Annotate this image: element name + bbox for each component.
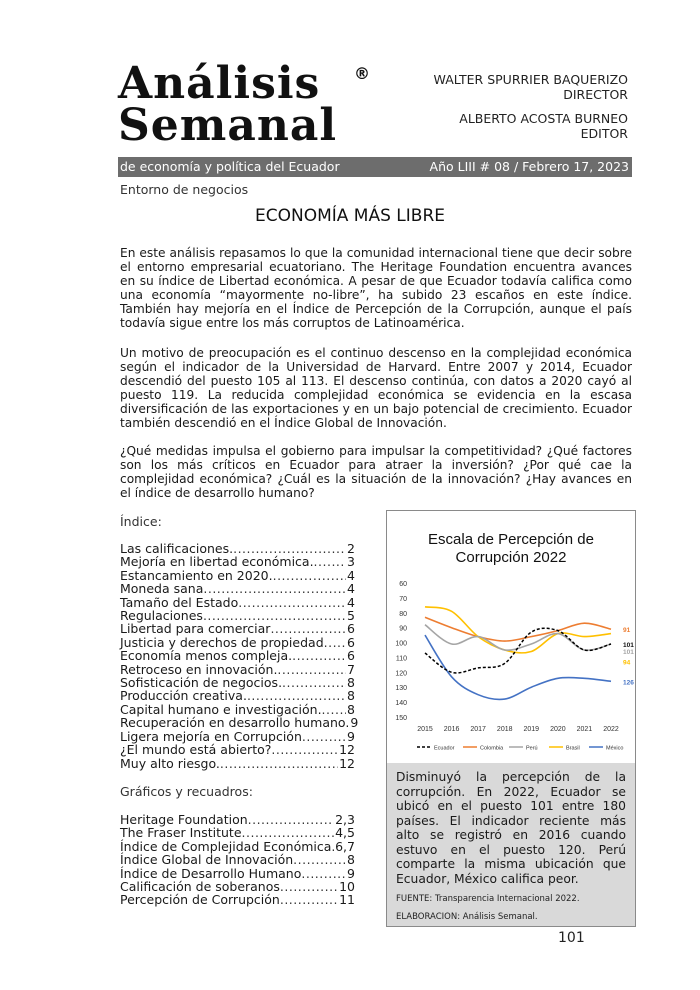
chart-index-entry-title: Índice de Desarrollo Humano: [120, 865, 302, 881]
x-tick-label: 2022: [603, 726, 619, 733]
section-label: Entorno de negocios: [120, 182, 249, 197]
x-tick-label: 2017: [470, 726, 486, 733]
registered-mark: ®: [354, 64, 370, 83]
index-entry: [120, 542, 355, 555]
chart-index-entry-page: 10: [339, 878, 355, 894]
index-entry: [120, 636, 355, 649]
charts-list: [120, 813, 355, 907]
x-tick-label: 2021: [576, 726, 593, 733]
chart-index-entry: [120, 840, 355, 853]
publication-logo: [118, 58, 383, 152]
chart-index-entry-title: The Fraser Institute: [120, 825, 242, 841]
series-end-label: 91: [623, 627, 631, 635]
chart-index-entry: [120, 813, 355, 826]
index-entry-title: ¿El mundo está abierto?: [120, 742, 272, 758]
index-entry-title: Ligera mejoría en Corrupción: [120, 728, 302, 744]
dot-leader: [324, 636, 346, 649]
issue-date: Año LIII # 08 / Febrero 17, 2023: [429, 159, 629, 174]
index-entry: [120, 609, 355, 622]
index-entry-page: 4: [347, 567, 355, 583]
corruption-chart-box: [386, 510, 636, 927]
index-entry-page: 8: [347, 675, 355, 691]
x-tick-label: 2018: [496, 726, 513, 733]
page-number: 101: [558, 930, 585, 946]
editor-role: EDITOR: [580, 126, 628, 141]
chart-index-entry-title: Índice Global de Innovación: [120, 852, 294, 868]
legend-label: Colombia: [480, 745, 504, 752]
index-entry: [120, 555, 355, 568]
index-entry-page: 9: [350, 715, 359, 731]
chart-caption-text: Disminuyó la percepción de la corrupción. En 2022, Ecuador se ubicó en el puesto 101 entre 180 países. El indicador reciente más alto se registró en 2016 cuando estuvo en el puesto 120. Perú comparte la misma ubicación que Ecuador, México califica peor.: [396, 770, 626, 886]
chart-elaboration: ELABORACION: Análisis Semanal.: [396, 912, 538, 922]
index-heading: Índice:: [120, 514, 162, 529]
chart-index-entry: [120, 867, 355, 880]
index-entry: [120, 703, 355, 716]
legend-label: Perú: [526, 745, 538, 752]
y-tick-label: 110: [395, 655, 407, 663]
series-end-label: 101: [623, 649, 634, 657]
index-entry: [120, 649, 355, 662]
paragraph-2: Un motivo de preocupación es el continuo descenso en la complejidad económica según el indicador de la Universidad de Harvard. Entre 2007 y 2014, Ecuador descendió del puesto 105 al 113. El descenso continúa, con datos a 2020 cayó al puesto 119. La reducida complejidad económica se evidencia en la escasa diversificación de las exportaciones y en un bajo potencial de crecimiento. Ecuador también descendió en el Índice Global de Innovación.: [120, 346, 632, 430]
dot-leader: [273, 569, 346, 582]
index-entry-page: 12: [339, 755, 355, 771]
x-tick-label: 2020: [550, 726, 566, 733]
index-entry-page: 6: [347, 634, 355, 650]
series-end-label: 94: [623, 659, 631, 667]
series-line-brasil: [425, 607, 611, 653]
chart-index-entry-title: Calificación de soberanos: [120, 878, 280, 894]
chart-index-entry-title: Heritage Foundation: [120, 811, 248, 827]
index-entry: [120, 596, 355, 609]
legend-label: Ecuador: [434, 745, 455, 752]
dot-leader: [302, 730, 346, 743]
corruption-line-chart: [387, 511, 635, 763]
x-tick-label: 2015: [417, 726, 433, 733]
index-entry-page: 2: [347, 541, 355, 556]
index-entry-page: 4: [347, 581, 355, 597]
index-entry-page: 9: [347, 728, 355, 744]
dot-leader: [280, 880, 338, 893]
index-entry: [120, 622, 355, 635]
chart-index-entry-title: Índice de Complejidad Económica: [120, 838, 332, 854]
chart-index-entry: [120, 893, 355, 906]
legend-label: Brasil: [566, 745, 580, 752]
chart-index-entry-page: 8: [347, 852, 355, 868]
series-line-ecuador: [425, 628, 611, 673]
y-tick-label: 70: [399, 595, 407, 603]
chart-index-entry-page: 11: [339, 892, 355, 908]
index-entry: [120, 663, 355, 676]
x-tick-label: 2016: [443, 726, 460, 733]
dot-leader: [301, 867, 346, 880]
index-entry-page: 3: [347, 554, 355, 570]
chart-title-line1: Escala de Percepción de: [428, 531, 594, 548]
paragraph-1: En este análisis repasamos lo que la comunidad internacional tiene que decir sobre el entorno empresarial ecuatoriano. The Heritage Foundation encuentra avances en su índice de Libertad económica. A pesar de que Ecuador todavía califica como una economía “mayormente no-libre”, ha subido 23 escaños en este índice. También hay mejoría en el Índice de Percepción de la Corrupción, aunque el país todavía sigue entre los más corruptos de Latinoamérica.: [120, 246, 632, 330]
dot-leader: [203, 582, 346, 595]
y-tick-label: 60: [399, 581, 407, 588]
tagline: de economía y política del Ecuador: [120, 159, 340, 174]
y-tick-label: 100: [395, 640, 407, 648]
staff-block: [434, 72, 628, 141]
chart-title-line2: Corrupción 2022: [455, 549, 567, 566]
index-entry: [120, 569, 355, 582]
index-entry-title: Mejoría en libertad económica.: [120, 554, 314, 570]
article-title: ECONOMÍA MÁS LIBRE: [255, 206, 445, 226]
index-entry-page: 12: [339, 742, 355, 758]
dot-leader: [322, 703, 347, 716]
index-entry-title: Moneda sana: [120, 581, 204, 597]
y-tick-label: 80: [399, 610, 407, 618]
index-entry-title: Estancamiento en 2020.: [120, 567, 273, 583]
dot-leader: [292, 649, 346, 662]
dot-leader: [270, 622, 346, 635]
y-tick-label: 130: [395, 685, 407, 693]
index-entry-page: 6: [347, 621, 355, 637]
dot-leader: [277, 663, 346, 676]
series-line-colombia: [425, 617, 611, 641]
dot-leader: [271, 743, 338, 756]
index-entry: [120, 676, 355, 689]
director-name: WALTER SPURRIER BAQUERIZO: [433, 72, 628, 87]
y-tick-label: 150: [395, 715, 407, 722]
charts-heading: Gráficos y recuadros:: [120, 783, 253, 799]
chart-index-entry-page: 4,5: [335, 825, 355, 841]
dot-leader: [248, 813, 334, 826]
index-entry-title: Muy alto riesgo.: [120, 755, 220, 771]
dot-leader: [220, 757, 338, 770]
index-entry-page: 4: [347, 594, 355, 610]
chart-index-entry-title: Percepción de Corrupción: [120, 892, 280, 908]
index-entry-title: Tamaño del Estado: [120, 594, 239, 610]
chart-source: FUENTE: Transparencia Internacional 2022.: [396, 894, 580, 904]
index-entry: [120, 743, 355, 756]
dot-leader: [282, 676, 346, 689]
chart-index-entry-page: 6,7: [335, 838, 355, 854]
index-entry-title: Libertad para comerciar: [120, 621, 271, 637]
y-tick-label: 120: [395, 670, 407, 678]
chart-index-entry: [120, 853, 355, 866]
legend-label: México: [606, 745, 624, 752]
dot-leader: [247, 689, 346, 702]
dot-leader: [242, 826, 335, 839]
dot-leader: [280, 893, 338, 906]
dot-leader: [203, 609, 346, 622]
chart-caption-panel: [387, 763, 635, 926]
index-entry-title: Las calificaciones.: [120, 541, 234, 556]
index-entry-page: 8: [347, 701, 355, 717]
chart-index-entry: [120, 826, 355, 839]
dot-leader: [293, 853, 346, 866]
index-entry-title: Recuperación en desarrollo humano.: [120, 715, 350, 731]
index-entry-page: 7: [347, 661, 355, 677]
editor-name: ALBERTO ACOSTA BURNEO: [459, 111, 628, 126]
logo-word-semanal: Semanal: [118, 100, 338, 151]
index-entry-title: Retroceso en innovación.: [120, 661, 278, 677]
index-entry: [120, 715, 359, 731]
index-entry: [120, 689, 355, 702]
series-end-label: 101: [623, 642, 634, 650]
index-entry: [120, 730, 355, 743]
masthead-band: [118, 157, 632, 177]
series-end-label: 126: [623, 679, 634, 687]
chart-index-entry: [120, 880, 355, 893]
x-tick-label: 2019: [523, 726, 540, 733]
chart-index-entry-page: 2,3: [335, 811, 355, 827]
index-entry-title: Regulaciones: [120, 608, 203, 624]
table-of-contents: [120, 514, 359, 908]
chart-index-entry-page: 9: [347, 865, 355, 881]
index-entry-title: Justicia y derechos de propiedad: [120, 634, 324, 650]
dot-leader: [238, 596, 346, 609]
index-entry-title: Capital humano e investigación.: [120, 701, 322, 717]
index-entry: [120, 582, 355, 595]
index-entry-page: 6: [347, 648, 355, 664]
index-entry: [120, 757, 355, 770]
dot-leader: [233, 542, 346, 555]
index-entry-page: 5: [347, 608, 355, 624]
index-entry-title: Producción creativa.: [120, 688, 247, 704]
index-entry-title: Sofisticación de negocios.: [120, 675, 283, 691]
paragraph-3: ¿Qué medidas impulsa el gobierno para impulsar la competitividad? ¿Qué factores son los más críticos en Ecuador para atraer la inversión? ¿Por qué cae la complejidad económica? ¿Cuál es la situación de la innovación? ¿Hay avances en el índice de desarrollo humano?: [120, 444, 632, 500]
director-role: DIRECTOR: [563, 87, 628, 102]
index-entry-title: Economía menos compleja.: [120, 648, 293, 664]
index-list: [120, 541, 359, 771]
y-tick-label: 140: [395, 700, 407, 708]
index-entry-page: 8: [347, 688, 355, 704]
dot-leader: [314, 555, 347, 568]
logo-word-analisis: Análisis: [118, 58, 321, 109]
y-tick-label: 90: [399, 625, 407, 633]
